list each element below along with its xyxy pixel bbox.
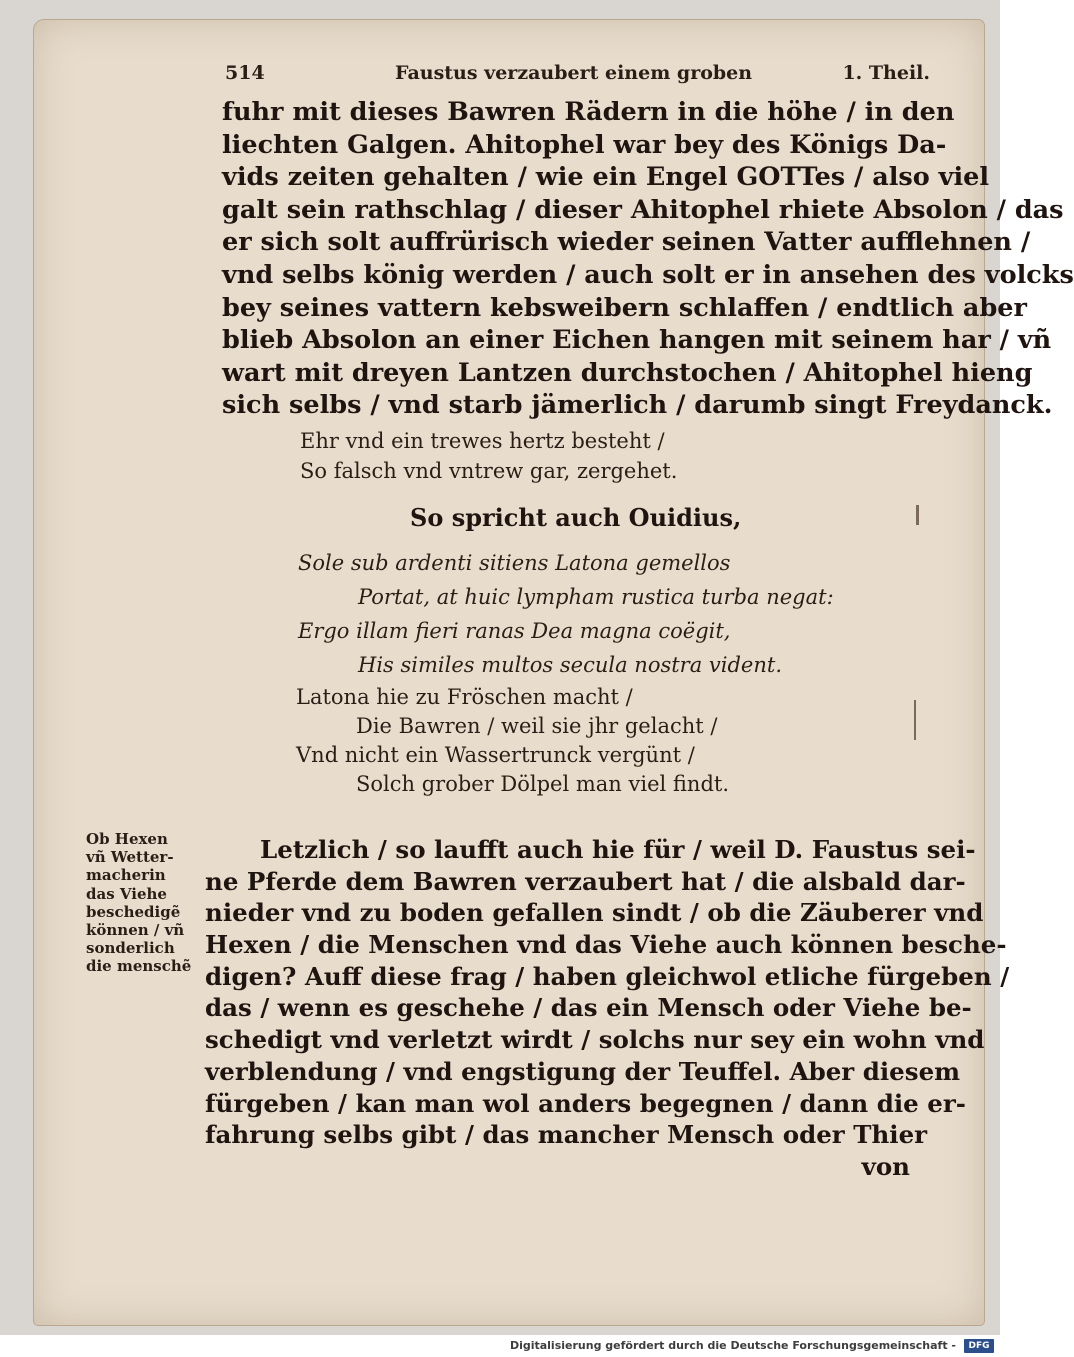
main-paragraph	[222, 96, 1074, 422]
text-line: fuhr mit dieses Bawren Rädern in die höhe / in den	[222, 97, 955, 127]
print-mark	[914, 700, 916, 740]
latin-line: Sole sub ardenti sitiens Latona gemellos	[298, 551, 731, 575]
verse-line: Solch grober Dölpel man viel findt.	[356, 772, 729, 796]
margin-line: beschedigẽ	[86, 902, 181, 921]
freydanck-verse	[300, 426, 677, 486]
text-line: sich selbs / vnd starb jämerlich / darumb singt Freydanck.	[222, 390, 1053, 421]
footer-bar	[0, 1335, 1000, 1357]
text-line: nieder vnd zu boden gefallen sindt / ob die Zäuberer vnd	[205, 898, 984, 928]
latin-verse	[298, 546, 834, 682]
text-line: vids zeiten gehalten / wie ein Engel GOTTes / also viel	[222, 162, 990, 193]
margin-line: das Viehe	[86, 884, 167, 903]
verse-line: Vnd nicht ein Wassertrunck vergünt /	[296, 743, 695, 767]
text-line: er sich solt auffrürisch wieder seinen Vatter aufflehnen /	[222, 227, 1031, 258]
marginal-note	[86, 830, 211, 976]
latin-line: His similes multos secula nostra vident.	[358, 653, 782, 677]
running-part: 1. Theil.	[842, 62, 930, 84]
ovid-heading: So spricht auch Ouidius,	[410, 503, 742, 532]
text-line: blieb Absolon an einer Eichen hangen mit seinem har / vñ	[222, 325, 1052, 356]
latona-verse	[296, 683, 729, 799]
text-line: vnd selbs könig werden / auch solt er in ansehen des volcks	[222, 259, 1074, 290]
verse-line: Die Bawren / weil sie jhr gelacht /	[356, 714, 718, 738]
text-line: fürgeben / kan man wol anders begegnen / dann die er-	[205, 1088, 966, 1118]
catchword: von	[861, 1151, 910, 1181]
text-line: schedigt vnd verletzt wirdt / solchs nur sey ein wohn vnd	[205, 1025, 985, 1055]
latin-line: Portat, at huic lympham rustica turba negat:	[358, 585, 834, 609]
verse-line: So falsch vnd vntrew gar, zergehet.	[300, 459, 678, 483]
text-line: fahrung selbs gibt / das mancher Mensch oder Thier	[205, 1120, 928, 1150]
verse-line: Latona hie zu Fröschen macht /	[296, 685, 633, 709]
text-line: ne Pferde dem Bawren verzaubert hat / die alsbald dar-	[205, 866, 966, 896]
print-mark	[916, 505, 919, 525]
text-line: wart mit dreyen Lantzen durchstochen / Ahitophel hieng	[222, 357, 1033, 388]
margin-line: die menschẽ	[86, 957, 192, 976]
lower-paragraph	[205, 834, 1010, 1183]
margin-line: Ob Hexen	[86, 830, 168, 848]
text-line: liechten Galgen. Ahitophel war bey des Königs Da-	[222, 129, 947, 160]
text-line: Letzlich / so laufft auch hie für / weil D. Faustus sei-	[260, 835, 976, 864]
funding-notice: Digitalisierung gefördert durch die Deutsche Forschungsgemeinschaft -	[509, 1339, 956, 1352]
running-head	[225, 58, 930, 92]
text-line: bey seines vattern kebsweibern schlaffen / endtlich aber	[222, 292, 1027, 323]
page-number: 514	[225, 62, 265, 84]
text-line: verblendung / vnd engstigung der Teuffel. Aber diesem	[205, 1056, 961, 1086]
running-title: Faustus verzaubert einem groben	[395, 62, 753, 84]
text-line: digen? Auff diese frag / haben gleichwol etliche fürgeben /	[205, 961, 1010, 991]
margin-line: macherin	[86, 866, 166, 885]
text-line: das / wenn es geschehe / das ein Mensch oder Viehe be-	[205, 993, 972, 1023]
dfg-logo-icon: DFG	[964, 1339, 994, 1353]
latin-line: Ergo illam fieri ranas Dea magna coëgit,	[298, 619, 731, 643]
verse-line: Ehr vnd ein trewes hertz besteht /	[300, 429, 665, 453]
margin-line: können / vñ	[86, 920, 185, 939]
margin-line: sonderlich	[86, 939, 175, 958]
margin-line: vñ Wetter-	[86, 848, 174, 867]
text-line: Hexen / die Menschen vnd das Viehe auch können besche-	[205, 930, 1007, 960]
text-line: galt sein rathschlag / dieser Ahitophel rhiete Absolon / das	[222, 194, 1064, 225]
